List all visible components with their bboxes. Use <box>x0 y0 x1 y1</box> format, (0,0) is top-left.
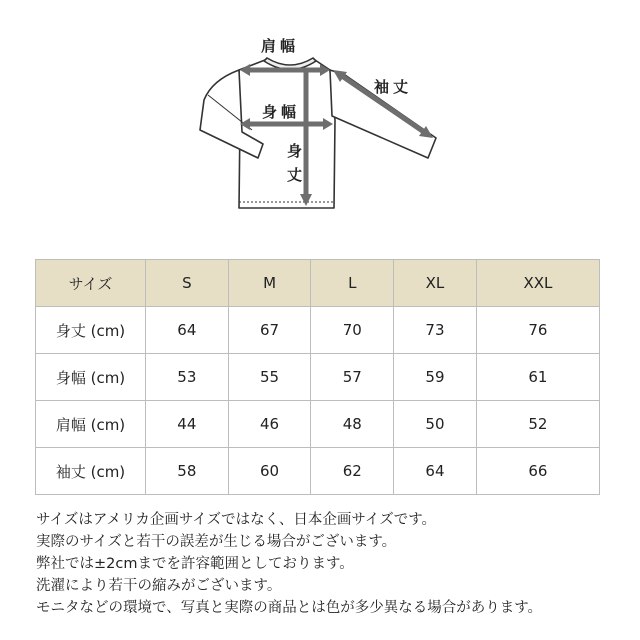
cell: 44 <box>146 401 229 448</box>
table-header-row <box>36 260 600 307</box>
cell: 58 <box>146 448 229 495</box>
size-notes <box>36 509 542 619</box>
shoulder-width-label: 肩幅 <box>261 37 300 55</box>
cell: 76 <box>476 307 599 354</box>
table-row <box>36 448 600 495</box>
row-label: 袖丈 (cm) <box>36 448 146 495</box>
cell: 64 <box>146 307 229 354</box>
header-size-m: M <box>228 260 311 307</box>
header-size-xxl: XXL <box>476 260 599 307</box>
cell: 67 <box>228 307 311 354</box>
cell: 66 <box>476 448 599 495</box>
cell: 55 <box>228 354 311 401</box>
cell: 60 <box>228 448 311 495</box>
cell: 70 <box>311 307 394 354</box>
cell: 64 <box>394 448 477 495</box>
table-row <box>36 401 600 448</box>
cell: 53 <box>146 354 229 401</box>
cell: 59 <box>394 354 477 401</box>
body-width-label: 身幅 <box>262 103 301 121</box>
sleeve-length-label: 袖丈 <box>374 78 413 96</box>
cell: 62 <box>311 448 394 495</box>
note-line: サイズはアメリカ企画サイズではなく、日本企画サイズです。 <box>36 512 437 528</box>
cell: 52 <box>476 401 599 448</box>
note-line: 実際のサイズと若干の誤差が生じる場合がございます。 <box>36 534 397 550</box>
cell: 61 <box>476 354 599 401</box>
note-line: 弊社では±2cmまでを許容範囲としております。 <box>36 556 354 572</box>
note-line: 洗濯により若干の縮みがございます。 <box>36 578 282 594</box>
table-row <box>36 354 600 401</box>
header-size-s: S <box>146 260 229 307</box>
shirt-measurement-diagram <box>190 20 450 220</box>
table-row <box>36 307 600 354</box>
cell: 73 <box>394 307 477 354</box>
cell: 48 <box>311 401 394 448</box>
cell: 50 <box>394 401 477 448</box>
row-label: 身幅 (cm) <box>36 354 146 401</box>
header-size-xl: XL <box>394 260 477 307</box>
cell: 57 <box>311 354 394 401</box>
header-size-l: L <box>311 260 394 307</box>
size-table <box>35 259 600 495</box>
cell: 46 <box>228 401 311 448</box>
row-label: 身丈 (cm) <box>36 307 146 354</box>
row-label: 肩幅 (cm) <box>36 401 146 448</box>
long-sleeve-shirt-icon <box>190 20 450 220</box>
note-line: モニタなどの環境で、写真と実際の商品とは色が多少異なる場合があります。 <box>36 600 543 616</box>
body-length-label-1: 身 <box>287 142 307 160</box>
body-length-label-2: 丈 <box>287 166 307 184</box>
header-size-label: サイズ <box>36 260 146 307</box>
